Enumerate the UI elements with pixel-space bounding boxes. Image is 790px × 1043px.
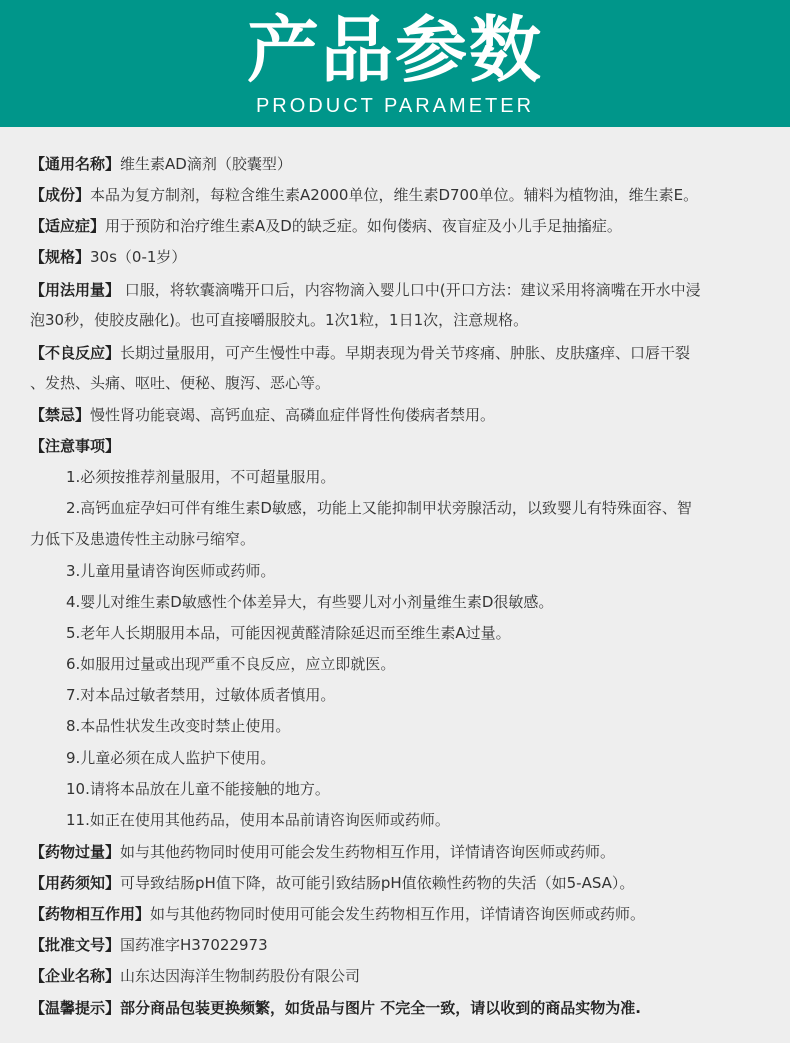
precaution-item: 1.必须按推荐剂量服用，不可超量服用。 [66,468,336,486]
field-value: 本品为复方制剂，每粒含维生素A2000单位，维生素D700单位。辅料为植物油，维生素E。 [90,186,699,204]
field-label: 【不良反应】 [30,344,121,362]
field-label: 【药物相互作用】 [30,905,151,923]
field-overdose [30,842,615,862]
precaution-item: 11.如正在使用其他药品，使用本品前请咨询医师或药师。 [66,811,450,829]
field-label: 【成份】 [30,186,91,204]
field-label: 【用药须知】 [30,874,121,892]
precaution-item: 6.如服用过量或出现严重不良反应，应立即就医。 [66,655,396,673]
field-label: 【药物过量】 [30,843,121,861]
field-value: 可导致结肠pH值下降，故可能引致结肠pH值依赖性药物的失活（如5-ASA）。 [120,874,635,892]
field-drug-interactions [30,904,645,924]
precaution-item: 7.对本品过敏者禁用，过敏体质者慎用。 [66,686,336,704]
field-specification [30,247,186,267]
page-title: 产品参数 [246,8,543,92]
field-label: 【禁忌】 [30,406,91,424]
field-reminder [30,998,641,1018]
precaution-item: 3.儿童用量请咨询医师或药师。 [66,562,276,580]
field-value: 泡30秒，使胶皮融化)。也可直接嚼服胶丸。1次1粒，1日1次，注意规格。 [30,311,529,329]
field-value: 山东达因海洋生物制药股份有限公司 [120,967,361,985]
precaution-item: 4.婴儿对维生素D敏感性个体差异大，有些婴儿对小剂量维生素D很敏感。 [66,593,554,611]
field-label: 【通用名称】 [30,155,121,173]
field-adverse-reactions-continued [30,373,330,393]
field-label: 【适应症】 [30,217,106,235]
field-value: 长期过量服用，可产生慢性中毒。早期表现为骨关节疼痛、肿胀、皮肤瘙痒、口唇干裂 [120,344,691,362]
field-adverse-reactions [30,343,690,363]
field-dosage-continued [30,310,528,330]
field-label: 【温馨提示】 [30,999,121,1017]
field-dosage [30,280,701,300]
field-value: 部分商品包装更换频繁，如货品与图片 不完全一致，请以收到的商品实物为准. [120,999,641,1017]
field-value: 慢性肾功能衰竭、高钙血症、高磷血症伴肾性佝偻病者禁用。 [90,406,496,424]
precaution-item: 10.请将本品放在儿童不能接触的地方。 [66,780,330,798]
field-value: 如与其他药物同时使用可能会发生药物相互作用，详情请咨询医师或药师。 [120,843,616,861]
field-label: 【企业名称】 [30,967,121,985]
field-medication-notes [30,873,634,893]
page-header [0,0,790,127]
field-manufacturer [30,966,360,986]
field-label: 【用法用量】 [30,281,121,299]
page-subtitle: PRODUCT PARAMETER [255,95,535,117]
field-label: 【注意事项】 [30,437,121,455]
field-value: 维生素AD滴剂（胶囊型） [120,155,292,173]
field-label: 【批准文号】 [30,936,121,954]
field-approval-number [30,935,268,955]
field-value: 30s（0-1岁） [90,248,187,266]
field-value: 国药准字H37022973 [120,936,268,954]
field-value: 如与其他药物同时使用可能会发生药物相互作用，详情请咨询医师或药师。 [150,905,646,923]
field-ingredients [30,185,698,205]
field-indications [30,216,622,236]
field-label: 【规格】 [30,248,91,266]
precaution-item-continued: 力低下及患遗传性主动脉弓缩窄。 [30,530,256,548]
field-value: 用于预防和治疗维生素A及D的缺乏症。如佝偻病、夜盲症及小儿手足抽搐症。 [105,217,622,235]
field-contraindications [30,405,495,425]
field-precautions [30,436,120,456]
field-generic-name [30,154,292,174]
precaution-item: 5.老年人长期服用本品，可能因视黄醛清除延迟而至维生素A过量。 [66,624,511,642]
field-value: 口服，将软囊滴嘴开口后，内容物滴入婴儿口中(开口方法：建议采用将滴嘴在开水中浸 [120,281,701,299]
precaution-item: 9.儿童必须在成人监护下使用。 [66,749,276,767]
field-value: 、发热、头痛、呕吐、便秘、腹泻、恶心等。 [30,374,331,392]
precaution-item: 8.本品性状发生改变时禁止使用。 [66,717,291,735]
precaution-item: 2.高钙血症孕妇可伴有维生素D敏感，功能上又能抑制甲状旁腺活动，以致婴儿有特殊面容、智 [66,499,692,517]
